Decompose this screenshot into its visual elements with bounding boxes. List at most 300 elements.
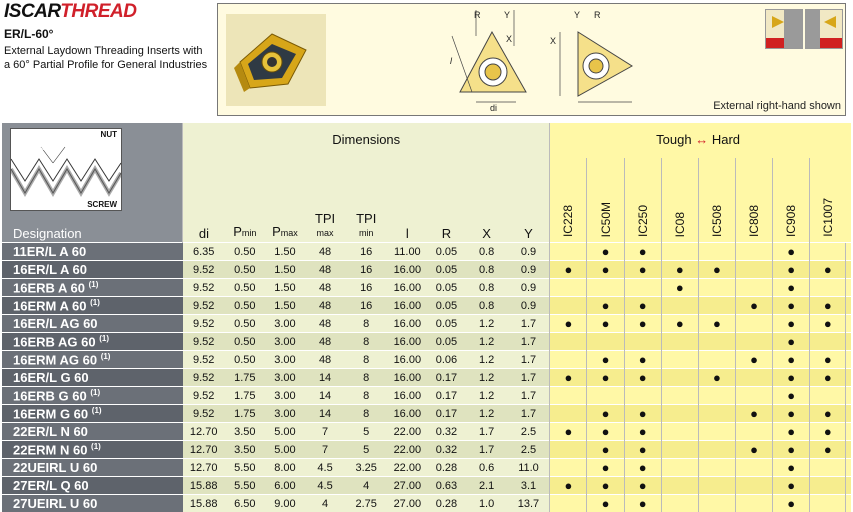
- dimension-cell: 16.00: [387, 261, 427, 279]
- grade-available-dot: ●: [587, 495, 624, 512]
- dimension-cell: 6.50: [225, 495, 265, 512]
- designation-text: 16ERM AG 60: [13, 352, 97, 367]
- dimension-cell: 48: [305, 315, 345, 333]
- grade-empty-cell: [587, 387, 624, 405]
- dimension-cell: 16.00: [387, 333, 427, 351]
- grade-empty-cell: [698, 441, 735, 459]
- grade-available-dot: ●: [735, 351, 772, 369]
- dimension-cell: 0.05: [427, 243, 465, 261]
- grade-label: IC508: [710, 202, 724, 237]
- dimension-cell: 1.2: [466, 405, 508, 423]
- dimension-cell: 9.52: [183, 369, 225, 387]
- grade-available-dot: ●: [550, 369, 587, 387]
- dimension-cell: 11.0: [508, 459, 550, 477]
- grade-empty-cell: [550, 333, 587, 351]
- grade-empty-cell: [550, 279, 587, 297]
- designation-header: Designation: [2, 226, 182, 242]
- grade-header: [624, 158, 661, 243]
- dimension-cell: 0.17: [427, 405, 465, 423]
- footnote-mark: (1): [99, 334, 109, 343]
- col-head-2: [265, 158, 305, 243]
- dimension-cell: 16: [345, 261, 387, 279]
- grade-empty-cell: [735, 477, 772, 495]
- grade-available-dot: ●: [810, 351, 846, 369]
- dimension-cell: 16.00: [387, 387, 427, 405]
- grade-empty-cell: [735, 423, 772, 441]
- designation-cell: [2, 459, 183, 477]
- dimension-cell: 4: [305, 495, 345, 512]
- threading-thumbnail-1: [765, 9, 803, 49]
- grade-available-dot: ●: [773, 405, 810, 423]
- grade-empty-cell: [735, 387, 772, 405]
- dimension-cell: 16.00: [387, 369, 427, 387]
- grade-header: [661, 158, 698, 243]
- grade-empty-cell: [550, 459, 587, 477]
- dimension-cell: 16.00: [387, 315, 427, 333]
- dimension-cell: 5.00: [265, 441, 305, 459]
- dimension-cell: 0.50: [225, 279, 265, 297]
- footnote-mark: (1): [89, 280, 99, 289]
- dimension-cell: 9.52: [183, 351, 225, 369]
- grade-available-dot: ●: [624, 243, 661, 261]
- dimension-cell: 1.50: [265, 261, 305, 279]
- grade-empty-cell: [735, 243, 772, 261]
- grade-empty-cell: [698, 279, 735, 297]
- designation-header-cell: [2, 123, 183, 243]
- col-head-main: P: [233, 224, 242, 239]
- grade-empty-cell: [587, 333, 624, 351]
- row-pad: [846, 387, 851, 405]
- dimension-cell: 4.5: [305, 459, 345, 477]
- grade-empty-cell: [550, 405, 587, 423]
- dimension-cell: 1.7: [508, 333, 550, 351]
- row-pad: [846, 333, 851, 351]
- grade-available-dot: ●: [587, 369, 624, 387]
- grade-empty-cell: [698, 351, 735, 369]
- grade-available-dot: ●: [624, 459, 661, 477]
- dimension-cell: 0.06: [427, 351, 465, 369]
- grade-available-dot: ●: [624, 477, 661, 495]
- dim-label-x-rear: X: [550, 36, 556, 46]
- dimensions-header: [183, 123, 550, 158]
- grade-empty-cell: [810, 387, 846, 405]
- grade-available-dot: ●: [773, 387, 810, 405]
- table-row: [2, 441, 851, 459]
- grade-empty-cell: [735, 315, 772, 333]
- col-head-main: X: [482, 226, 491, 241]
- dimension-cell: 3.00: [265, 405, 305, 423]
- grade-available-dot: ●: [810, 441, 846, 459]
- dimension-cell: 1.75: [225, 405, 265, 423]
- col-head-6: [427, 158, 465, 243]
- dimension-cell: 1.7: [466, 423, 508, 441]
- dimension-cell: 9.52: [183, 279, 225, 297]
- dimension-cell: 0.8: [466, 297, 508, 315]
- dim-label-y: Y: [504, 10, 510, 20]
- designation-cell: [2, 351, 183, 369]
- dimension-cell: 0.28: [427, 495, 465, 512]
- table-row: [2, 387, 851, 405]
- grade-empty-cell: [661, 423, 698, 441]
- row-pad: [846, 459, 851, 477]
- dim-label-x: X: [506, 34, 512, 44]
- grade-available-dot: ●: [624, 495, 661, 512]
- dimension-cell: 0.9: [508, 297, 550, 315]
- dim-label-r-rear: R: [594, 10, 601, 20]
- col-head-sub: min: [359, 228, 374, 238]
- nut-label: NUT: [101, 130, 117, 139]
- dimension-cell: 3.00: [265, 351, 305, 369]
- table-row: [2, 405, 851, 423]
- designation-cell: [2, 369, 183, 387]
- dimension-cell: 5.50: [225, 477, 265, 495]
- grade-empty-cell: [661, 351, 698, 369]
- table-row: [2, 297, 851, 315]
- grade-available-dot: ●: [587, 315, 624, 333]
- dimension-cell: 9.52: [183, 261, 225, 279]
- designation-text: 22ER/L N 60: [13, 424, 88, 439]
- double-arrow-icon: ↔: [695, 132, 708, 147]
- dimension-cell: 27.00: [387, 477, 427, 495]
- grade-empty-cell: [550, 243, 587, 261]
- grade-available-dot: ●: [661, 261, 698, 279]
- dimension-cell: 48: [305, 351, 345, 369]
- grade-empty-cell: [661, 441, 698, 459]
- grade-available-dot: ●: [773, 315, 810, 333]
- dimension-cell: 9.00: [265, 495, 305, 512]
- grade-available-dot: ●: [698, 315, 735, 333]
- table-row: [2, 477, 851, 495]
- dimension-cell: 16.00: [387, 405, 427, 423]
- grade-empty-cell: [735, 279, 772, 297]
- angle-label: 60°: [41, 143, 53, 152]
- designation-text: 16ER/L G 60: [13, 370, 89, 385]
- grade-available-dot: ●: [773, 261, 810, 279]
- tough-hard-header: [550, 123, 846, 158]
- grade-available-dot: ●: [773, 351, 810, 369]
- dimension-cell: 2.5: [508, 441, 550, 459]
- dimension-cell: 0.32: [427, 441, 465, 459]
- table-row: [2, 261, 851, 279]
- grade-empty-cell: [810, 243, 846, 261]
- dimension-cell: 0.50: [225, 333, 265, 351]
- grade-available-dot: ●: [773, 441, 810, 459]
- row-pad: [846, 315, 851, 333]
- grade-header: [587, 158, 624, 243]
- dimension-cell: 1.50: [265, 279, 305, 297]
- grade-empty-cell: [661, 405, 698, 423]
- dimension-cell: 1.7: [508, 369, 550, 387]
- grade-available-dot: ●: [810, 423, 846, 441]
- row-pad: [846, 477, 851, 495]
- dimension-cell: 0.6: [466, 459, 508, 477]
- dimension-cell: 16: [345, 279, 387, 297]
- dimension-cell: 48: [305, 297, 345, 315]
- grade-empty-cell: [735, 369, 772, 387]
- dimension-cell: 9.52: [183, 387, 225, 405]
- dimension-cell: 22.00: [387, 423, 427, 441]
- designation-text: 16ERB A 60: [13, 280, 85, 295]
- insert-table: [2, 123, 851, 512]
- dimension-cell: 0.28: [427, 459, 465, 477]
- grade-available-dot: ●: [550, 261, 587, 279]
- grade-available-dot: ●: [773, 495, 810, 512]
- grade-empty-cell: [550, 387, 587, 405]
- grade-available-dot: ●: [624, 297, 661, 315]
- dimension-cell: 3.00: [265, 387, 305, 405]
- grade-empty-cell: [698, 459, 735, 477]
- dimension-cell: 0.9: [508, 261, 550, 279]
- dimension-cell: 14: [305, 369, 345, 387]
- designation-cell: [2, 477, 183, 495]
- dimension-cell: 48: [305, 261, 345, 279]
- table-row: [2, 351, 851, 369]
- grade-available-dot: ●: [698, 261, 735, 279]
- grade-available-dot: ●: [624, 315, 661, 333]
- grade-available-dot: ●: [773, 333, 810, 351]
- grade-empty-cell: [735, 495, 772, 512]
- grade-available-dot: ●: [773, 423, 810, 441]
- hard-label: Hard: [712, 132, 740, 147]
- row-pad: [846, 405, 851, 423]
- dimension-cell: 3.00: [265, 333, 305, 351]
- grade-empty-cell: [698, 297, 735, 315]
- table-row: [2, 423, 851, 441]
- dimension-cell: 1.2: [466, 387, 508, 405]
- dimension-cell: 0.17: [427, 369, 465, 387]
- dimension-cell: 1.2: [466, 333, 508, 351]
- grade-empty-cell: [661, 369, 698, 387]
- grade-empty-cell: [550, 495, 587, 512]
- grade-label: IC1007: [821, 195, 835, 237]
- dimension-cell: 1.7: [508, 387, 550, 405]
- dimension-cell: 13.7: [508, 495, 550, 512]
- dimension-cell: 0.50: [225, 315, 265, 333]
- row-pad: [846, 441, 851, 459]
- designation-cell: [2, 495, 183, 512]
- dimension-cell: 0.50: [225, 261, 265, 279]
- designation-text: 16ER/L AG 60: [13, 316, 98, 331]
- tough-label: Tough: [656, 132, 691, 147]
- grade-available-dot: ●: [587, 423, 624, 441]
- grade-empty-cell: [661, 387, 698, 405]
- dim-label-r: R: [474, 10, 481, 20]
- dimension-cell: 2.5: [508, 423, 550, 441]
- designation-cell: [2, 243, 183, 261]
- dim-label-y-rear: Y: [574, 10, 580, 20]
- table-row: [2, 333, 851, 351]
- grade-available-dot: ●: [810, 369, 846, 387]
- designation-text: 27UEIRL U 60: [13, 496, 97, 511]
- grade-available-dot: ●: [587, 405, 624, 423]
- dimension-cell: 8.00: [265, 459, 305, 477]
- dim-label-di: di: [490, 103, 497, 113]
- grade-available-dot: ●: [587, 297, 624, 315]
- row-pad: [846, 351, 851, 369]
- col-head-3: [305, 158, 345, 243]
- dimension-cell: 0.05: [427, 333, 465, 351]
- footnote-mark: (1): [90, 388, 100, 397]
- grade-empty-cell: [624, 333, 661, 351]
- grade-label: IC50M: [599, 199, 613, 237]
- col-head-0: [183, 158, 225, 243]
- col-head-main: Y: [524, 226, 533, 241]
- grade-available-dot: ●: [624, 369, 661, 387]
- grade-empty-cell: [624, 279, 661, 297]
- grade-empty-cell: [550, 297, 587, 315]
- grade-available-dot: ●: [550, 315, 587, 333]
- dimension-cell: 3.50: [225, 441, 265, 459]
- threading-thumbnail-2: [805, 9, 843, 49]
- grade-label: IC08: [673, 209, 687, 237]
- insert-drawing-front: [446, 6, 538, 114]
- dimension-cell: 0.9: [508, 243, 550, 261]
- col-head-main: R: [442, 226, 451, 241]
- col-head-4: [345, 158, 387, 243]
- brand-logo-part1: ISCAR: [4, 1, 60, 22]
- grade-empty-cell: [661, 477, 698, 495]
- dimension-cell: 9.52: [183, 315, 225, 333]
- col-head-1: [225, 158, 265, 243]
- row-pad: [846, 261, 851, 279]
- dimension-cell: 1.7: [466, 441, 508, 459]
- dimension-cell: 1.50: [265, 243, 305, 261]
- dimension-cell: 11.00: [387, 243, 427, 261]
- dimension-cell: 0.50: [225, 297, 265, 315]
- grade-empty-cell: [698, 477, 735, 495]
- row-pad: [846, 243, 851, 261]
- designation-cell: [2, 279, 183, 297]
- dimension-cell: 1.2: [466, 315, 508, 333]
- dimension-cell: 2.75: [345, 495, 387, 512]
- grade-label: IC908: [784, 202, 798, 237]
- dimension-cell: 1.2: [466, 369, 508, 387]
- illustration-note: External right-hand shown: [713, 100, 841, 112]
- dimension-cell: 48: [305, 279, 345, 297]
- dimension-cell: 12.70: [183, 441, 225, 459]
- grade-available-dot: ●: [810, 261, 846, 279]
- dimension-cell: 3.00: [265, 369, 305, 387]
- dimension-cell: 5.50: [225, 459, 265, 477]
- dimension-cell: 48: [305, 243, 345, 261]
- designation-cell: [2, 297, 183, 315]
- grade-empty-cell: [810, 459, 846, 477]
- footnote-mark: (1): [90, 298, 100, 307]
- col-head-8: [508, 158, 550, 243]
- grade-empty-cell: [810, 279, 846, 297]
- table-row: [2, 495, 851, 512]
- dimension-cell: 16.00: [387, 297, 427, 315]
- dimension-cell: 8: [345, 333, 387, 351]
- dimension-cell: 0.8: [466, 279, 508, 297]
- row-pad: [846, 279, 851, 297]
- grade-label: IC250: [636, 202, 650, 237]
- grade-empty-cell: [698, 243, 735, 261]
- col-head-7: [466, 158, 508, 243]
- dimension-cell: 0.9: [508, 279, 550, 297]
- col-head-sub: min: [242, 228, 257, 238]
- table-row: [2, 315, 851, 333]
- dimension-cell: 1.75: [225, 369, 265, 387]
- table-row: [2, 243, 851, 261]
- dimension-cell: 0.05: [427, 279, 465, 297]
- row-pad: [846, 297, 851, 315]
- brand-logo: [4, 2, 136, 22]
- dimension-cell: 16.00: [387, 351, 427, 369]
- dimension-cell: 0.8: [466, 261, 508, 279]
- grade-available-dot: ●: [587, 477, 624, 495]
- grade-available-dot: ●: [773, 279, 810, 297]
- dimension-cell: 4: [345, 477, 387, 495]
- dimension-cell: 1.0: [466, 495, 508, 512]
- dimension-cell: 7: [305, 423, 345, 441]
- grade-available-dot: ●: [773, 459, 810, 477]
- grade-available-dot: ●: [550, 423, 587, 441]
- col-head-main: TPI: [356, 211, 376, 226]
- grade-header: [550, 158, 587, 243]
- dimension-cell: 15.88: [183, 477, 225, 495]
- dimension-cell: 1.2: [466, 351, 508, 369]
- dimension-cell: 12.70: [183, 459, 225, 477]
- grade-available-dot: ●: [587, 351, 624, 369]
- grade-available-dot: ●: [773, 297, 810, 315]
- row-pad: [846, 369, 851, 387]
- grade-header: [810, 158, 846, 243]
- designation-text: 27ER/L Q 60: [13, 478, 89, 493]
- designation-text: 22ERM N 60: [13, 442, 87, 457]
- grade-available-dot: ●: [587, 459, 624, 477]
- dimension-cell: 3.1: [508, 477, 550, 495]
- dimension-cell: 1.7: [508, 315, 550, 333]
- dimension-cell: 22.00: [387, 459, 427, 477]
- grade-available-dot: ●: [624, 423, 661, 441]
- grade-available-dot: ●: [661, 279, 698, 297]
- dim-label-l: l: [450, 56, 453, 66]
- grade-available-dot: ●: [735, 405, 772, 423]
- grade-empty-cell: [810, 495, 846, 512]
- footnote-mark: (1): [101, 352, 111, 361]
- dimension-cell: 27.00: [387, 495, 427, 512]
- grade-available-dot: ●: [624, 261, 661, 279]
- dimension-cell: 8: [345, 315, 387, 333]
- row-pad: [846, 495, 851, 512]
- dimension-cell: 2.1: [466, 477, 508, 495]
- grade-available-dot: ●: [810, 297, 846, 315]
- designation-cell: [2, 261, 183, 279]
- grade-empty-cell: [698, 495, 735, 512]
- col-head-main: TPI: [315, 211, 335, 226]
- grade-empty-cell: [735, 261, 772, 279]
- dimension-cell: 12.70: [183, 423, 225, 441]
- grade-empty-cell: [550, 351, 587, 369]
- table-row: [2, 369, 851, 387]
- grade-available-dot: ●: [587, 243, 624, 261]
- grade-empty-cell: [698, 333, 735, 351]
- grade-empty-cell: [661, 297, 698, 315]
- dimension-cell: 4.5: [305, 477, 345, 495]
- dimensions-header-label: Dimensions: [332, 132, 400, 147]
- table-row: [2, 279, 851, 297]
- dimension-cell: 7: [305, 441, 345, 459]
- grade-empty-cell: [698, 423, 735, 441]
- grade-empty-cell: [810, 477, 846, 495]
- designation-cell: [2, 315, 183, 333]
- dimension-cell: 9.52: [183, 405, 225, 423]
- grade-header: [773, 158, 810, 243]
- col-head-main: l: [406, 226, 409, 241]
- dimension-cell: 16.00: [387, 279, 427, 297]
- grade-available-dot: ●: [773, 477, 810, 495]
